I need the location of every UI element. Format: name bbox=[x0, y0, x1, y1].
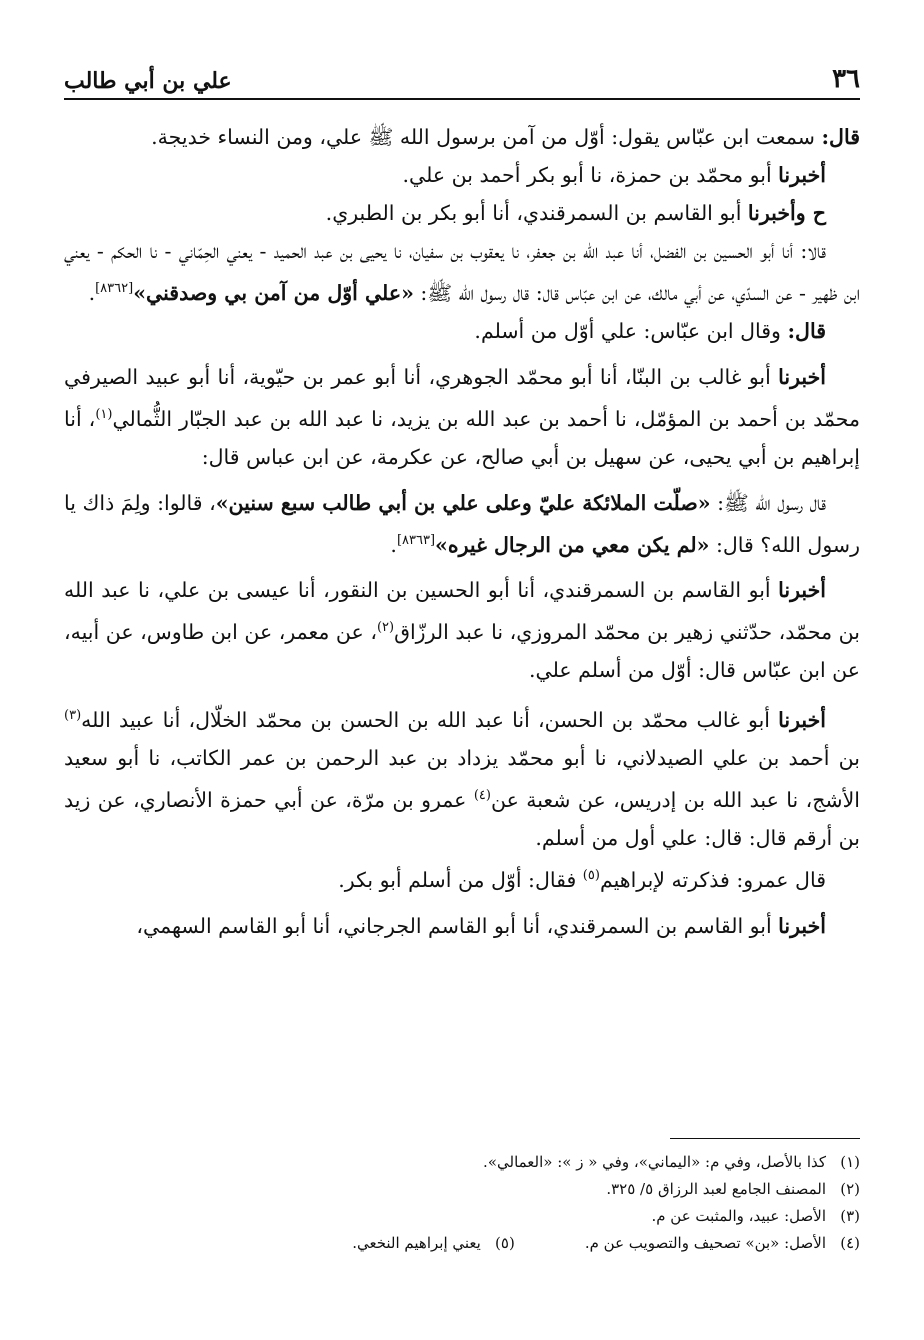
footnote-marker: (١) bbox=[95, 406, 113, 422]
running-title: علي بن أبي طالب bbox=[64, 68, 232, 94]
footnote-row bbox=[64, 1230, 860, 1257]
paragraph-text: أبو غالب محمّد بن الحسن، أنا عبد الله بن الحسن بن محمّد الخلّال، أنا عبيد الله bbox=[81, 708, 779, 733]
hadith-quote: «علي أوّل من آمن بي وصدقني» bbox=[133, 280, 414, 305]
paragraph-lead: قال: bbox=[821, 125, 860, 149]
paragraph-text: وقال ابن عبّاس: علي أوّل من أسلم. bbox=[474, 318, 788, 343]
footnote-number: (٤) bbox=[840, 1234, 860, 1252]
footnote-1 bbox=[483, 1149, 860, 1176]
footnote-5 bbox=[352, 1230, 515, 1257]
paragraph-7 bbox=[64, 484, 860, 564]
paragraph-lead: أخبرنا bbox=[778, 578, 826, 603]
footnote-text: كذا بالأصل، وفي م: «اليماني»، وفي « ز »: «العمالي». bbox=[483, 1153, 826, 1171]
footnote-number: (٥) bbox=[495, 1234, 515, 1252]
paragraph-3 bbox=[64, 194, 860, 232]
footnote-3 bbox=[651, 1203, 860, 1230]
page-number: ٣٦ bbox=[832, 64, 860, 94]
hadith-quote-second: «لم يكن معي من الرجال غيره» bbox=[435, 532, 710, 557]
footnote-4 bbox=[585, 1230, 860, 1257]
running-header bbox=[64, 58, 860, 100]
footnote-marker: (٥) bbox=[582, 867, 600, 883]
footnote-2 bbox=[606, 1176, 860, 1203]
paragraph-10 bbox=[64, 857, 860, 899]
footnote-marker-second: (٤) bbox=[473, 788, 491, 804]
paragraph-text-continued: فقال: أوّل من أسلم أبو بكر. bbox=[338, 867, 583, 892]
paragraph-text: قال عمرو: فذكرته لإبراهيم bbox=[599, 867, 826, 892]
paragraph-text: سمعت ابن عبّاس يقول: أوّل من آمن برسول الله ﷺ علي، ومن النساء خديجة. bbox=[151, 125, 822, 149]
paragraph-end: . bbox=[88, 280, 96, 305]
paragraph-text-continued: ، قالوا: ولِمَ ذاك يا رسول الله؟ قال: bbox=[64, 490, 860, 557]
footnote-row bbox=[64, 1176, 860, 1203]
paragraph-lead: أخبرنا bbox=[778, 913, 826, 938]
footnote-text: المصنف الجامع لعبد الرزاق ٥/ ٣٢٥. bbox=[606, 1180, 826, 1198]
paragraph-text-continued: ، أنا إبراهيم بن أبي يحيى، عن سهيل بن أبي صالح، عن عكرمة، عن ابن عباس قال: bbox=[64, 406, 860, 469]
paragraph-text: أبو القاسم بن السمرقندي، أنا أبو القاسم الجرجاني، أنا أبو القاسم السهمي، bbox=[136, 913, 779, 938]
footnote-number: (١) bbox=[840, 1153, 860, 1171]
footnote-text: الأصل: عبيد، والمثبت عن م. bbox=[651, 1207, 826, 1225]
footnote-separator bbox=[670, 1138, 860, 1139]
footnote-number: (٢) bbox=[840, 1180, 860, 1198]
paragraph-end: . bbox=[390, 532, 397, 557]
paragraph-8 bbox=[64, 571, 860, 689]
paragraph-11 bbox=[64, 907, 860, 945]
paragraph-text: أبو محمّد بن حمزة، نا أبو بكر أحمد بن علي. bbox=[402, 163, 779, 187]
footnote-text: يعني إبراهيم النخعي. bbox=[352, 1234, 481, 1252]
paragraph-text: قال رسول الله ﷺ: bbox=[710, 490, 826, 515]
footnotes bbox=[64, 1138, 860, 1257]
paragraph-6 bbox=[64, 358, 860, 476]
paragraph-1 bbox=[64, 118, 860, 156]
footnote-marker: (٢) bbox=[376, 620, 395, 636]
footnote-row bbox=[64, 1149, 860, 1176]
paragraph-lead: قال: bbox=[787, 318, 826, 343]
paragraph-lead: ح وأخبرنا bbox=[747, 201, 826, 225]
paragraph-text-continued: بن أحمد بن علي الصيدلاني، نا أبو محمّد يزداد بن عبد الرحمن بن عمر الكاتب، نا أبو سعيد الأشج، نا عبد الله بن إدريس، عن شعبة عن bbox=[64, 746, 860, 812]
paragraph-text-continued: ، عن معمر، عن ابن طاوس، عن أبيه، عن ابن عبّاس قال: أوّل من أسلم علي. bbox=[64, 620, 860, 683]
paragraph-4 bbox=[64, 232, 860, 312]
footnote-number: (٣) bbox=[840, 1207, 860, 1225]
footnote-row bbox=[64, 1203, 860, 1230]
paragraph-lead: أخبرنا bbox=[778, 708, 826, 733]
hadith-number: [٨٣٦٣] bbox=[396, 532, 436, 548]
paragraph-text: قالا: أنا أبو الحسين بن الفضل، أنا عبد الله بن جعفر، نا يعقوب بن سفيان، نا يحيى بن عبد الحميد - يعني الحِمّاني - نا الحكم - يعني ابن ظهير - عن السدّي، عن أبي مالك، عن ابن عبّاس قال: قال رسول الله ﷺ: bbox=[64, 239, 860, 305]
paragraph-9 bbox=[64, 697, 860, 857]
paragraph-text: أبو القاسم بن السمرقندي، أنا أبو بكر بن الطبري. bbox=[325, 201, 748, 225]
paragraph-2 bbox=[64, 156, 860, 194]
hadith-number: [٨٣٦٢] bbox=[95, 281, 134, 296]
main-text bbox=[64, 118, 860, 945]
paragraph-lead: أخبرنا bbox=[778, 163, 826, 187]
paragraph-5 bbox=[64, 312, 860, 350]
paragraph-lead: أخبرنا bbox=[778, 364, 826, 389]
footnote-marker: (٣) bbox=[64, 708, 82, 724]
paragraph-text-end: عمرو بن مرّة، عن أبي حمزة الأنصاري، عن زيد بن أرقم قال: قال: علي أول من أسلم. bbox=[64, 787, 860, 850]
hadith-quote: «صلّت الملائكة عليّ وعلى علي بن أبي طالب سبع سنين» bbox=[215, 490, 711, 515]
footnote-text: الأصل: «بن» تصحيف والتصويب عن م. bbox=[584, 1234, 826, 1252]
paragraph-text: أبو غالب بن البنّا، أنا أبو محمّد الجوهري، أنا أبو عمر بن حيّوية، أنا أبو عبيد الصيرفي محمّد بن أحمد بن المؤمّل، نا أحمد بن عبد الله بن يزيد، نا عبد الله بن عبد الجبّار الثُّمالي bbox=[64, 364, 861, 431]
paragraph-text: أبو القاسم بن السمرقندي، أنا أبو الحسين بن النقور، أنا عيسى بن علي، نا عبد الله بن محمّد، حدّثني زهير بن محمّد المروزي، نا عبد الرزّاق bbox=[64, 578, 860, 645]
